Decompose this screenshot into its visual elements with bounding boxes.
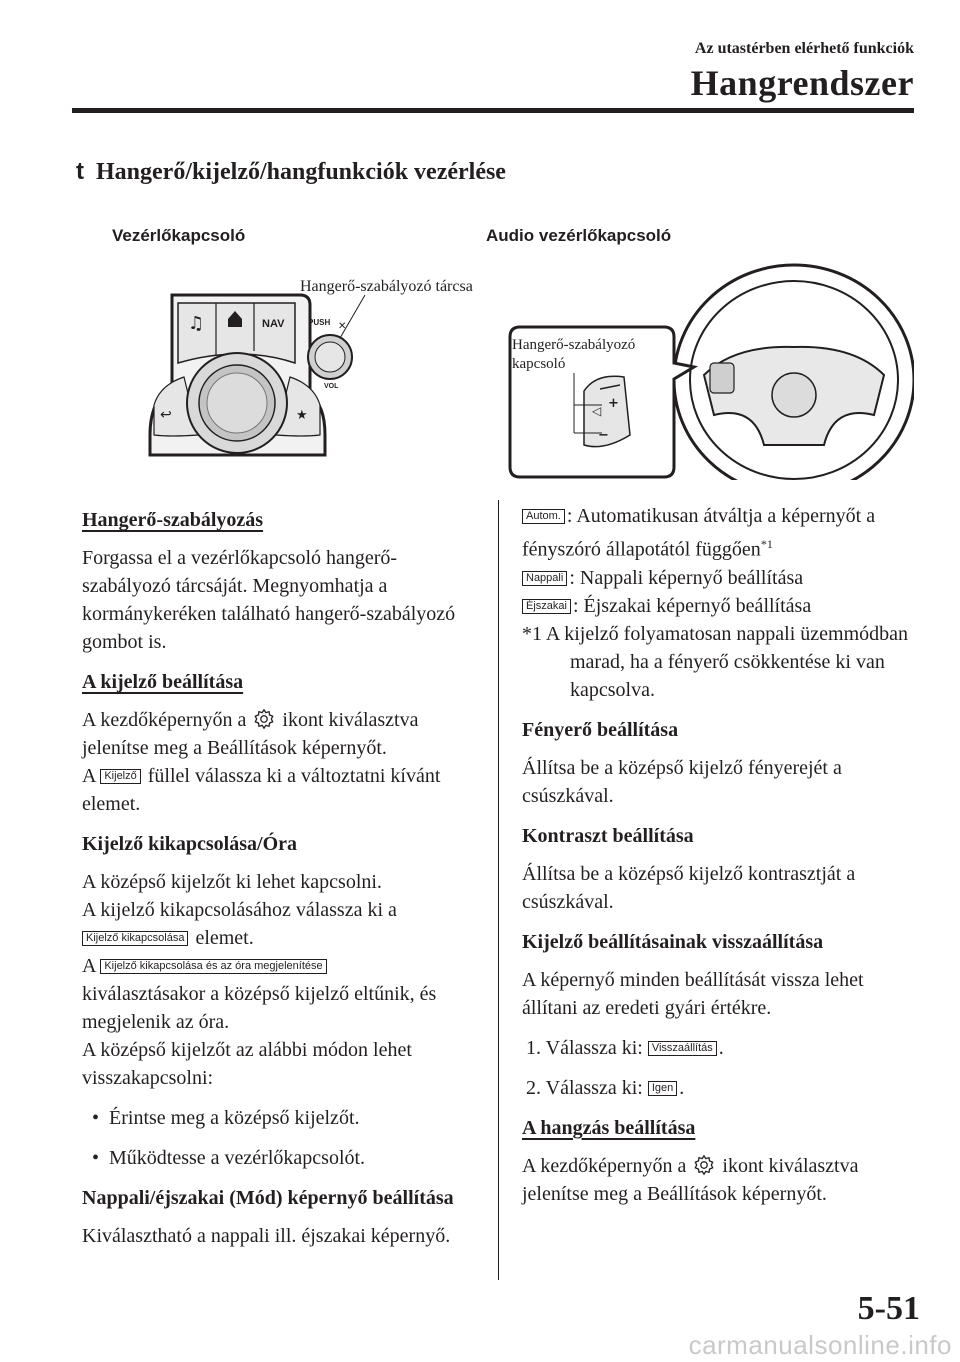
display-p1-end: ikont kiválasztva jelenítse meg a Beállítások képernyőt. (82, 709, 419, 759)
chapter-title: Hangrendszer (690, 63, 914, 103)
step-1-dot: . (718, 1036, 724, 1059)
sound-heading: A hangzás beállítása (522, 1116, 696, 1139)
display-paragraph-1 (82, 706, 472, 818)
kijelzo-tab-button: Kijelző (100, 769, 140, 784)
callout-volume-switch-2: kapcsoló (512, 356, 566, 372)
reset-text: A képernyő minden beállítását vissza lehet állítani az eredeti gyári értékre. (522, 968, 864, 1019)
watermark: carmanualsonline.info (688, 1330, 952, 1360)
nappali-option (522, 564, 922, 592)
reset-button: Visszaállítás (648, 1041, 717, 1056)
push-label: PUSH (308, 318, 331, 327)
off-line-3-end: kiválasztásakor a középső kijelző eltűnik, és megjelenik az óra. (82, 983, 437, 1033)
music-icon: ♫ (188, 313, 205, 334)
display-p2-start: A (82, 765, 96, 787)
page-number: 5-51 (857, 1290, 920, 1327)
right-column (522, 502, 922, 1220)
off-line-4: A középső kijelzőt az alábbi módon lehet visszakapcsolni: (82, 1039, 412, 1089)
brightness-text: Állítsa be a középső kijelző fényerejét a csúszkával. (522, 756, 842, 807)
figure-label-audio-switch: Audio vezérlőkapcsoló (486, 226, 672, 245)
reset-heading: Kijelző beállításainak visszaállítása (522, 930, 824, 953)
column-divider (498, 500, 499, 1280)
ejszakai-button: Éjszakai (522, 599, 571, 614)
vol-label: VOL (324, 383, 339, 390)
header-rule (72, 108, 914, 113)
brightness-heading: Fényerő beállítása (522, 718, 679, 741)
figure-label-commander: Vezérlőkapcsoló (112, 226, 246, 245)
step-2-text: 2. Válassza ki: (526, 1076, 643, 1099)
autom-text: : Automatikusan átváltja a képernyőt a fényszóró állapotától függően (522, 505, 876, 561)
chapter-subtitle: Az utastérben elérhető funkciók (694, 40, 914, 57)
yes-button: Igen (648, 1081, 677, 1096)
autom-button: Autom. (522, 509, 565, 524)
contrast-heading: Kontraszt beállítása (522, 824, 694, 847)
display-off-paragraph (82, 868, 472, 1092)
bullet-text-2: Működtesse a vezérlőkapcsolót. (109, 1147, 366, 1169)
ejszakai-text: : Éjszakai képernyő beállítása (572, 594, 812, 617)
commander-switch-illustration (140, 285, 370, 470)
off-line-1: A középső kijelzőt ki lehet kapcsolni. (82, 871, 382, 893)
nappali-text: : Nappali képernyő beállítása (569, 566, 804, 589)
section-title: Hangerő/kijelző/hangfunkciók vezérlése (96, 159, 506, 185)
display-off-clock-button: Kijelző kikapcsolása és az óra megjelenítése (100, 959, 326, 974)
off-line-2-end: elemet. (195, 927, 254, 949)
display-off-button: Kijelző kikapcsolása (82, 931, 188, 946)
mode-text: Kiválasztható a nappali ill. éjszakai képernyő. (82, 1225, 451, 1247)
step-2 (522, 1074, 922, 1102)
bullet-text-1: Érintse meg a középső kijelzőt. (109, 1107, 360, 1129)
speaker-icon: ◁ (592, 404, 602, 418)
display-p2-end: füllel válassza ki a változtatni kívánt elemet. (82, 765, 441, 815)
sound-p1-end: ikont kiválasztva jelenítse meg a Beállítások képernyőt. (522, 1154, 859, 1205)
mute-icon: ✕ (338, 321, 347, 332)
volume-heading: Hangerő-szabályozás (82, 509, 264, 531)
list-item: • Működtesse a vezérlőkapcsolót. (92, 1147, 366, 1169)
volume-text: Forgassa el a vezérlőkapcsoló hangerő-szabályozó tárcsáját. Megnyomhatja a kormánykeréken található hangerő-szabályozó gombot is. (82, 547, 456, 653)
step-2-dot: . (679, 1076, 685, 1099)
settings-gear-icon (253, 708, 275, 730)
sound-p1-start: A kezdőképernyőn a (522, 1154, 687, 1177)
off-line-2: A kijelző kikapcsolásához válassza ki a (82, 899, 397, 921)
mode-heading: Nappali/éjszakai (Mód) képernyő beállítása (82, 1187, 454, 1209)
callout-volume-switch-1: Hangerő-szabályozó (512, 337, 636, 353)
back-icon: ↩ (160, 407, 172, 423)
off-line-3-start: A (82, 955, 96, 977)
steering-wheel-illustration (504, 255, 914, 480)
section-bullet: t (76, 158, 84, 185)
contrast-text: Állítsa be a középső kijelző kontrasztját a csúszkával. (522, 862, 856, 913)
display-p1-start: A kezdőképernyőn a (82, 709, 247, 731)
settings-gear-icon (693, 1154, 715, 1176)
nav-button-label: NAV (262, 318, 285, 330)
plus-icon: + (608, 396, 619, 411)
favorite-icon: ★ (296, 408, 308, 423)
autom-footnote-ref: *1 (760, 537, 773, 551)
footnote: *1 A kijelző folyamatosan nappali üzemmódban marad, ha a fényerő csökkentése ki van kapcsolva. (522, 622, 909, 701)
left-column (82, 502, 472, 1262)
section-heading (76, 158, 506, 186)
display-off-heading: Kijelző kikapcsolása/Óra (82, 833, 297, 855)
step-1 (522, 1034, 922, 1062)
list-item: • Érintse meg a középső kijelzőt. (92, 1107, 360, 1129)
minus-icon: − (598, 428, 609, 443)
nappali-button: Nappali (522, 571, 567, 586)
sound-paragraph (522, 1152, 922, 1208)
callout-volume-dial: Hangerő-szabályozó tárcsa (300, 278, 473, 295)
display-heading: A kijelző beállítása (82, 671, 244, 693)
step-1-text: 1. Válassza ki: (526, 1036, 643, 1059)
autom-option (522, 502, 922, 564)
ejszakai-option (522, 592, 922, 620)
